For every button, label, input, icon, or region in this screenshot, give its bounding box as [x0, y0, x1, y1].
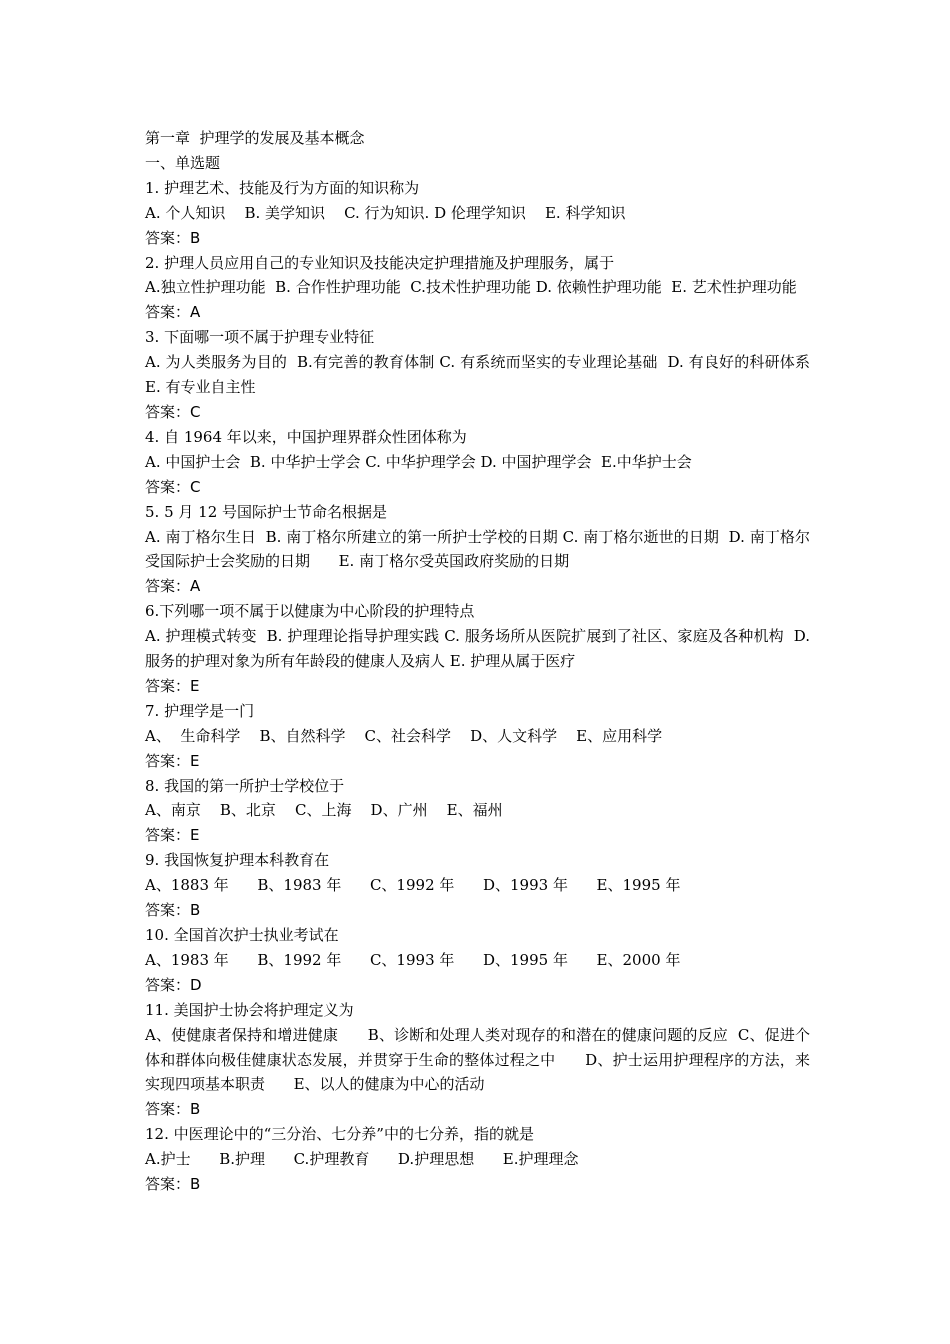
question-block-2 — [145, 251, 810, 326]
question-block-3 — [145, 325, 830, 425]
question-text: 11. 美国护士协会将护理定义为 — [145, 1000, 354, 1019]
section-title: 一、单选题 — [145, 153, 221, 172]
question-answer: 答案：D — [145, 975, 202, 994]
question-answer: 答案：B — [145, 901, 201, 920]
question-block-5 — [145, 500, 810, 600]
question-text: 8. 我国的第一所护士学校位于 — [145, 776, 345, 795]
question-block-1 — [145, 176, 810, 251]
question-options: A. 中国护士会 B. 中华护士学会 C. 中华护理学会 D. 中国护理学会 E.中华护士会 — [145, 452, 692, 471]
question-block-8 — [145, 774, 810, 849]
question-options: A、使健康者保持和增进健康 B、诊断和处理人类对现存的和潜在的健康问题的反应 C、促进个体和群体向极佳健康状态发展，并贯穿于生命的整体过程之中 D、护士运用护理程序的方法，来实现四项基本职责 E、以人的健康为中心的活动 — [145, 1025, 810, 1094]
question-options: A. 个人知识 B. 美学知识 C. 行为知识. D 伦理学知识 E. 科学知识 — [145, 203, 626, 222]
question-options: A、1883 年 B、1983 年 C、1992 年 D、1993 年 E、1995 年 — [145, 876, 681, 895]
question-answer: 答案：B — [145, 1175, 201, 1194]
question-text: 7. 护理学是一门 — [145, 701, 255, 720]
question-options: A、南京 B、北京 C、上海 D、广州 E、福州 — [145, 801, 503, 820]
question-answer: 答案：A — [145, 577, 201, 596]
question-block-6 — [145, 599, 815, 699]
question-text: 1. 护理艺术、技能及行为方面的知识称为 — [145, 178, 420, 197]
question-options: A. 护理模式转变 B. 护理理论指导护理实践 C. 服务场所从医院扩展到了社区、家庭及各种机构 D. 服务的护理对象为所有年龄段的健康人及病人 E. 护理从属于医疗 — [145, 627, 815, 671]
question-answer: 答案：A — [145, 303, 201, 322]
question-block-12 — [145, 1122, 810, 1197]
question-answer: 答案：E — [145, 826, 200, 845]
question-block-7 — [145, 699, 810, 774]
question-answer: 答案：C — [145, 402, 201, 421]
question-block-4 — [145, 425, 810, 500]
question-block-11 — [145, 998, 810, 1123]
question-text: 12. 中医理论中的“三分治、七分养”中的七分养，指的就是 — [145, 1125, 534, 1144]
question-text: 3. 下面哪一项不属于护理专业特征 — [145, 328, 375, 347]
question-options: A. 南丁格尔生日 B. 南丁格尔所建立的第一所护士学校的日期 C. 南丁格尔逝世的日期 D. 南丁格尔受国际护士会奖励的日期 E. 南丁格尔受英国政府奖励的日期 — [145, 527, 810, 571]
question-text: 10. 全国首次护士执业考试在 — [145, 926, 339, 944]
question-block-9 — [145, 848, 810, 923]
question-options: A、 生命科学 B、自然科学 C、社会科学 D、人文科学 E、应用科学 — [145, 726, 663, 745]
question-answer: 答案：E — [145, 676, 200, 695]
question-options: A、1983 年 B、1992 年 C、1993 年 D、1995 年 E、2000 年 — [145, 950, 681, 969]
question-answer: 答案：E — [145, 751, 200, 770]
chapter-title: 第一章 护理学的发展及基本概念 — [145, 129, 365, 147]
question-options: A.护士 B.护理 C.护理教育 D.护理思想 E.护理理念 — [145, 1150, 579, 1169]
document-page — [145, 126, 830, 1197]
question-text: 5. 5 月 12 号国际护士节命名根据是 — [145, 502, 388, 521]
question-text: 9. 我国恢复护理本科教育在 — [145, 851, 330, 870]
question-answer: 答案：B — [145, 228, 201, 247]
question-text: 4. 自 1964 年以来，中国护理界群众性团体称为 — [145, 427, 467, 446]
question-answer: 答案：C — [145, 477, 201, 496]
question-text: 6.下列哪一项不属于以健康为中心阶段的护理特点 — [145, 602, 475, 621]
question-options: A. 为人类服务为目的 B.有完善的教育体制 C. 有系统而坚实的专业理论基础 D. 有良好的科研体系 E. 有专业自主性 — [145, 353, 830, 397]
question-block-10 — [145, 923, 810, 998]
question-text: 2. 护理人员应用自己的专业知识及技能决定护理措施及护理服务，属于 — [145, 253, 615, 272]
question-options: A.独立性护理功能 B. 合作性护理功能 C.技术性护理功能 D. 依赖性护理功能 E. 艺术性护理功能 — [145, 278, 797, 297]
question-answer: 答案：B — [145, 1100, 201, 1119]
